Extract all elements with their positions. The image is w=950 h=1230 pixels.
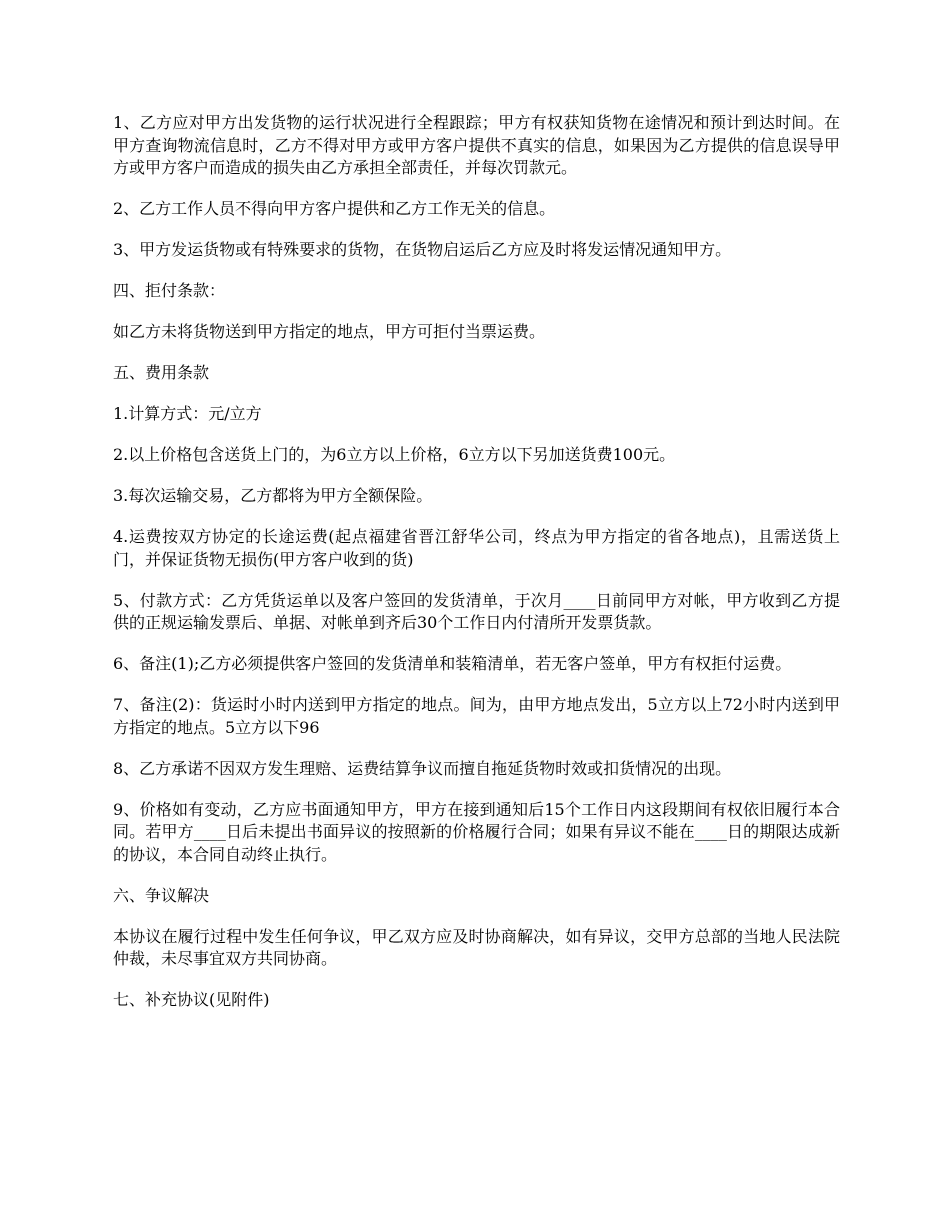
fee-item-2-delivery-price: 2.以上价格包含送货上门的，为6立方以上价格，6立方以下另加送货费100元。 — [113, 445, 676, 464]
section-heading-fees: 五、费用条款 — [113, 363, 210, 382]
fee-item-4-freight: 4.运费按双方协定的长途运费(起点福建省晋江舒华公司，终点为甲方指定的省各地点)，且需送货上门，并保证货物无损伤(甲方客户收到的货) — [113, 527, 840, 569]
clause-9-price-change: 9、价格如有变动，乙方应书面通知甲方，甲方在接到通知后15个工作日内这段期间有权依旧履行本合同。若甲方____日后未提出书面异议的按照新的价格履行合同；如果有异议不能在____日的期限达成新的协议，本合同自动终止执行。 — [113, 799, 840, 864]
clause-3-shipping-notice: 3、甲方发运货物或有特殊要求的货物，在货物启运后乙方应及时将发运情况通知甲方。 — [113, 240, 732, 259]
clause-8-commitment: 8、乙方承诺不因双方发生理赔、运费结算争议而擅自拖延货物时效或扣货情况的出现。 — [113, 758, 732, 778]
section-heading-refusal: 四、拒付条款： — [113, 281, 226, 300]
clause-1-tracking: 1、乙方应对甲方出发货物的运行状况进行全程跟踪；甲方有权获知货物在途情况和预计到达时间。在甲方查询物流信息时，乙方不得对甲方或甲方客户提供不真实的信息，如果因为乙方提供的信息误导甲方或甲方客户而造成的损失由乙方承担全部责任，并每次罚款元。 — [113, 113, 840, 177]
refusal-clause: 如乙方未将货物送到甲方指定的地点，甲方可拒付当票运费。 — [113, 322, 546, 341]
clause-5-payment: 5、付款方式：乙方凭货运单以及客户签回的发货清单，于次月____日前同甲方对帐，甲方收到乙方提供的正规运输发票后、单据、对帐单到齐后30个工作日内付清所开发票货款。 — [113, 590, 840, 632]
fee-item-3-insurance: 3.每次运输交易，乙方都将为甲方全额保险。 — [113, 486, 433, 505]
document-body — [113, 112, 840, 1030]
section-heading-supplement: 七、补充协议(见附件) — [113, 990, 270, 1009]
clause-2-staff-info: 2、乙方工作人员不得向甲方客户提供和乙方工作无关的信息。 — [113, 199, 556, 218]
fee-item-1-calculation: 1.计算方式：元/立方 — [113, 404, 262, 423]
dispute-clause: 本协议在履行过程中发生任何争议，甲乙双方应及时协商解决，如有异议，交甲方总部的当地人民法院仲裁，未尽事宜双方共同协商。 — [113, 926, 840, 968]
section-heading-dispute: 六、争议解决 — [113, 885, 210, 905]
clause-7-note-2: 7、备注(2)：货运时小时内送到甲方指定的地点。间为，由甲方地点发出，5立方以上72小时内送到甲方指定的地点。5立方以下96 — [113, 695, 840, 737]
clause-6-note-1: 6、备注(1);乙方必须提供客户签回的发货清单和装箱清单，若无客户签单，甲方有权拒付运费。 — [113, 654, 792, 673]
